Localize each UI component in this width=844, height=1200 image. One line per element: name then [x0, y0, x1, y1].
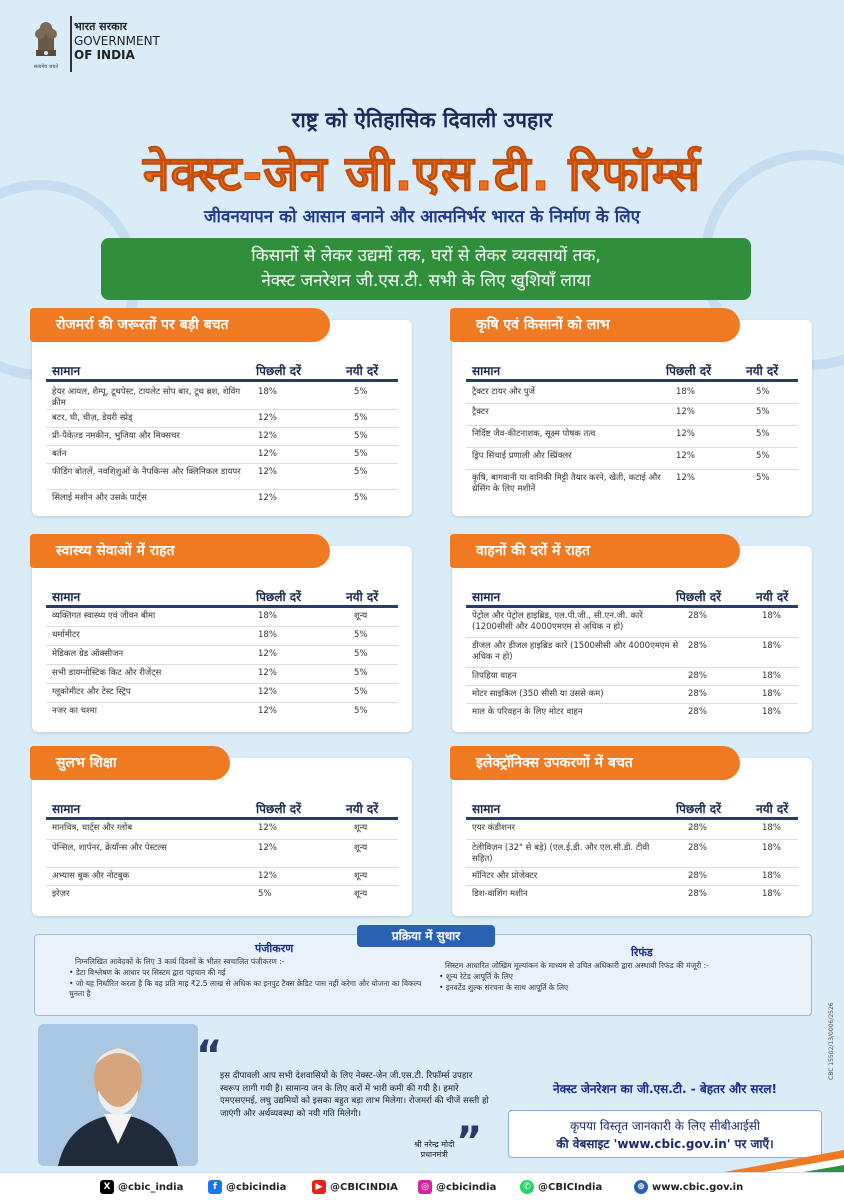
row-prev: 12% — [676, 473, 695, 483]
refund-bullet-2: इनवर्टेड शुल्क संरचना के साथ आपूर्ति के लिए — [445, 983, 569, 992]
col-item: सामान — [52, 802, 81, 816]
table-row — [46, 646, 398, 665]
registration-intro: निम्नलिखित आवेदकों के लिए 3 कार्य दिवसों के भीतर स्वचालित पंजीकरण :- — [75, 957, 285, 966]
row-prev: 28% — [688, 707, 707, 717]
quote-name: श्री नरेन्द्र मोदी — [414, 1140, 455, 1149]
row-prev: 12% — [258, 706, 277, 716]
title-top: राष्ट्र को ऐतिहासिक दिवाली उपहार — [291, 108, 553, 132]
row-prev: 28% — [688, 843, 707, 853]
row-prev: 18% — [258, 387, 277, 397]
banner-line2: नेक्स्ट जनरेशन जी.एस.टी. सभी के लिए खुशियाँ लाया — [261, 271, 591, 291]
table-row — [466, 886, 798, 904]
table-row — [46, 410, 398, 428]
table-row — [466, 686, 798, 704]
open-quote-icon: “ — [196, 1033, 223, 1079]
col-prev: पिछली दरें — [676, 590, 722, 604]
row-item: थर्मामीटर — [52, 630, 80, 640]
table-row — [466, 868, 798, 886]
row-item: व्यक्तिगत स्वास्थ्य एवं जीवन बीमा — [52, 611, 156, 621]
card-education — [32, 755, 412, 916]
row-new: शून्य — [354, 871, 368, 881]
gov-header — [24, 14, 224, 76]
row-item: एयर कंडीशनर — [472, 823, 516, 833]
quote-role: प्रधानमंत्री — [420, 1150, 448, 1159]
table-row — [46, 384, 398, 410]
whatsapp-icon: ✆ — [520, 1180, 534, 1194]
registration-bullet: • डेटा विश्लेषण के आधार पर सिस्टम द्वारा पहचान की गई — [69, 968, 226, 977]
row-prev: 12% — [258, 649, 277, 659]
gov-en1: GOVERNMENT — [74, 34, 160, 48]
whatsapp-link[interactable] — [520, 1180, 602, 1194]
cta-line1: कृपया विस्तृत जानकारी के लिए सीबीआईसी — [570, 1119, 760, 1133]
card-title: स्वास्थ्य सेवाओं में राहत — [30, 534, 330, 568]
table-row — [46, 868, 398, 886]
table-header — [46, 584, 398, 608]
youtube-icon: ▶ — [312, 1180, 326, 1194]
row-item: ग्लूकोमीटर और टेस्ट स्ट्रिप — [52, 687, 131, 697]
row-item: सभी डायग्नोस्टिक किट और रीजेंट्स — [52, 668, 162, 678]
process-reforms-box — [34, 929, 812, 1016]
row-prev: 28% — [688, 871, 707, 881]
row-new: 5% — [756, 451, 770, 461]
portrait-icon — [38, 1024, 198, 1166]
pm-quote — [178, 1030, 498, 1165]
row-prev: 12% — [258, 431, 277, 441]
row-item: मोटर साइकिल (350 सीसी या उससे कम) — [472, 689, 604, 699]
table-row — [466, 820, 798, 840]
green-banner — [101, 238, 751, 300]
website-link[interactable] — [634, 1180, 743, 1194]
card-vehicles — [452, 543, 812, 732]
card-daily-needs — [32, 317, 412, 516]
row-new: 5% — [354, 687, 368, 697]
refund-bullet: • इनवर्टेड शुल्क संरचना के साथ आपूर्ति के लिए — [439, 983, 569, 992]
row-item: हेयर आयल, शैम्पू, टूथपेस्ट, टायलेट सोप बार, टूथ ब्रश, शेविंग क्रीम — [52, 387, 241, 408]
card-title: वाहनों की दरों में राहत — [450, 534, 740, 568]
row-new: 18% — [762, 689, 781, 699]
row-new: 5% — [354, 630, 368, 640]
row-prev: 12% — [258, 823, 277, 833]
col-prev: पिछली दरें — [256, 802, 302, 816]
col-item: सामान — [472, 802, 501, 816]
row-item: ड्रिप सिंचाई प्रणाली और स्प्रिंक्लर — [472, 451, 572, 461]
close-quote-icon: ” — [456, 1119, 483, 1165]
table-row — [466, 608, 798, 638]
title-sub: जीवनयापन को आसान बनाने और आत्मनिर्भर भारत के निर्माण के लिए — [203, 207, 641, 227]
row-prev: 28% — [688, 889, 707, 899]
col-prev: पिछली दरें — [666, 364, 712, 378]
table-row — [46, 886, 398, 904]
row-new: 18% — [762, 671, 781, 681]
gov-name — [74, 20, 160, 62]
row-prev: 18% — [258, 630, 277, 640]
table-row — [46, 446, 398, 464]
row-item: प्री-पैकेज्ड नमकीन, भुजिया और मिक्सचर — [52, 431, 180, 441]
row-new: 5% — [354, 467, 368, 477]
refund-title: रिफंड — [631, 946, 653, 959]
row-item: कृषि, बागवानी या वानिकी मिट्टी तैयार करने, खेती, कटाई और थ्रेसिंग के लिए मशीनें — [472, 473, 661, 494]
banner-line1: किसानों से लेकर उद्यमों तक, घरों से लेकर व्यवसायों तक, — [251, 246, 601, 266]
row-prev: 12% — [258, 449, 277, 459]
table-header — [466, 358, 798, 382]
card-electronics — [452, 755, 812, 916]
table-row — [46, 627, 398, 646]
row-new: 5% — [354, 387, 368, 397]
row-new: 5% — [756, 387, 770, 397]
side-code: CBC 15502/13/0006/2526 — [828, 1002, 835, 1080]
row-item: पेन्सिल, शार्पनर, क्रेयॉन्स और पेस्टल्स — [52, 843, 167, 853]
row-new: 5% — [354, 649, 368, 659]
table-header — [466, 796, 798, 820]
tagline: नेक्स्ट जेनरेशन का जी.एस.टी. - बेहतर और सरल! — [552, 1082, 778, 1096]
row-item: अभ्यास बुक और नोटबुक — [52, 871, 130, 881]
col-new: नयी दरें — [756, 802, 789, 816]
row-item: नजर का चश्मा — [52, 706, 97, 716]
facebook-icon: f — [208, 1180, 222, 1194]
row-prev: 12% — [258, 687, 277, 697]
row-prev: 18% — [676, 387, 695, 397]
row-item: सिलाई मशीन और उसके पार्ट्स — [52, 493, 147, 503]
x-handle: @cbic_india — [118, 1181, 184, 1193]
social-footer — [0, 1172, 844, 1200]
refund-intro: सिस्टम आधारित जोखिम मूल्यांकन के माध्यम से उचित अधिकारी द्वारा अस्थायी रिफंड की मंजूरी :- — [445, 961, 709, 970]
col-prev: पिछली दरें — [256, 364, 302, 378]
col-new: नयी दरें — [746, 364, 779, 378]
instagram-link[interactable] — [418, 1180, 496, 1194]
row-prev: 12% — [258, 413, 277, 423]
row-new: 5% — [354, 668, 368, 678]
row-item: मॉनिटर और प्रोजेक्टर — [472, 871, 538, 881]
table-row — [466, 404, 798, 426]
emblem-motto: सत्यमेव जयते — [33, 64, 59, 70]
row-item: माल के परिवहन के लिए मोटर वाहन — [472, 707, 583, 717]
row-prev: 18% — [258, 611, 277, 621]
table-row — [46, 490, 398, 508]
row-item: बटर, घी, चीज़, डेयरी स्प्रेड् — [52, 413, 133, 423]
table-row — [466, 840, 798, 868]
x-link[interactable] — [100, 1180, 183, 1194]
table-row — [46, 608, 398, 627]
row-prev: 12% — [676, 429, 695, 439]
row-item: तिपहिया वाहन — [472, 671, 517, 681]
row-item: फीडिंग बोतलें, नवशिशुओं के नैपकिन्स और क्लिनिकल डायपर — [52, 467, 241, 477]
row-prev: 28% — [688, 671, 707, 681]
row-item: टेलीविज़न (32" से बड़े) (एल.ई.डी. और एल.सी.डी. टीवी सहित) — [472, 843, 650, 864]
table-row — [466, 638, 798, 668]
table-row — [46, 684, 398, 703]
col-item: सामान — [52, 364, 81, 378]
refund-bullet-1: शून्य रेटेड आपूर्ति के लिए — [445, 972, 513, 981]
row-prev: 12% — [676, 407, 695, 417]
row-new: 18% — [762, 871, 781, 881]
quote-signature — [414, 1140, 454, 1160]
row-new: 18% — [762, 889, 781, 899]
facebook-link[interactable] — [208, 1180, 286, 1194]
cta-line2[interactable]: की वेबसाइट 'www.cbic.gov.in' पर जाएँ। — [556, 1137, 774, 1151]
row-new: 5% — [354, 449, 368, 459]
registration-bullet: • जो यह निर्धारित करता है कि वह प्रति माह ₹2.5 लाख से अधिक का इनपुट टैक्स क्रेडिट पास नहीं करेगा और योजना का विकल्प चुनता है — [69, 979, 422, 998]
col-prev: पिछली दरें — [676, 802, 722, 816]
row-new: 5% — [756, 473, 770, 483]
youtube-link[interactable] — [312, 1180, 398, 1194]
table-row — [46, 428, 398, 446]
card-title: रोजमर्रा की जरूरतों पर बड़ी बचत — [30, 308, 330, 342]
col-new: नयी दरें — [346, 364, 379, 378]
pm-photo — [38, 1024, 198, 1166]
row-item: डिश-वाशिंग मशीन — [472, 889, 528, 899]
registration-bullet-1: डेटा विश्लेषण के आधार पर सिस्टम द्वारा पहचान की गई — [75, 968, 226, 977]
col-item: सामान — [472, 590, 501, 604]
table-row — [466, 384, 798, 404]
row-new: शून्य — [354, 611, 368, 621]
row-new: 5% — [354, 413, 368, 423]
card-title: कृषि एवं किसानों को लाभ — [450, 308, 740, 342]
title-main: नेक्स्ट-जेन जी.एस.टी. रिफॉर्म्स — [143, 146, 701, 202]
table-row — [46, 820, 398, 840]
row-item: इरेज़र — [52, 889, 70, 899]
row-new: शून्य — [354, 823, 368, 833]
row-item: निर्दिष्ट जैव-कीटनाशक, सूक्ष्म पोषक तत्व — [472, 429, 596, 439]
row-new: 18% — [762, 611, 781, 621]
website-url: www.cbic.gov.in — [652, 1181, 744, 1193]
row-item: ट्रैक्टर टायर और पुर्जे — [472, 387, 535, 397]
row-prev: 12% — [258, 467, 277, 477]
gov-hindi: भारत सरकार — [74, 20, 127, 33]
card-agriculture — [452, 317, 812, 516]
table-header — [46, 358, 398, 382]
row-item: मानचित्र, चार्ट्स और ग्लोब — [52, 823, 133, 833]
row-new: 18% — [762, 823, 781, 833]
col-new: नयी दरें — [756, 590, 789, 604]
row-prev: 12% — [676, 451, 695, 461]
row-prev: 12% — [258, 668, 277, 678]
facebook-handle: @cbicindia — [226, 1181, 287, 1193]
row-item: मेडिकल ग्रेड ऑक्सीजन — [52, 649, 124, 659]
row-new: 5% — [354, 706, 368, 716]
col-item: सामान — [472, 364, 501, 378]
row-prev: 28% — [688, 611, 707, 621]
col-prev: पिछली दरें — [256, 590, 302, 604]
table-row — [46, 703, 398, 722]
whatsapp-handle: @CBICIndia — [538, 1181, 603, 1193]
row-prev: 5% — [258, 889, 272, 899]
col-item: सामान — [52, 590, 81, 604]
registration-title: पंजीकरण — [255, 942, 294, 955]
table-row — [466, 668, 798, 686]
row-new: 18% — [762, 641, 781, 651]
x-icon: X — [100, 1180, 114, 1194]
instagram-icon: ◎ — [418, 1180, 432, 1194]
header-divider — [70, 16, 72, 72]
globe-icon: ⊕ — [634, 1180, 648, 1194]
refund-bullet: • शून्य रेटेड आपूर्ति के लिए — [439, 972, 513, 981]
quote-text: इस दीपावली आप सभी देशवासियों के लिए नेक्स्ट-जेन जी.एस.टी. रिफॉर्म्स उपहार स्वरूप लागी गयी है। सामान्य जन के लिए करों में भारी कमी की गयी है। हमारे एमएसएमई, लघु उद्यमियों को इसका बहुत बड़ा लाभ मिलेगा। रोजमर्रा की चीजें सस्ती हो जाएंगी और अर्थव्यवस्था को नयी गति मिलेगी। — [220, 1071, 489, 1119]
table-row — [46, 464, 398, 490]
registration-bullet-2: जो यह निर्धारित करता है कि वह प्रति माह ₹2.5 लाख से अधिक का इनपुट टैक्स क्रेडिट पास नहीं करेगा और योजना का विकल्प चुनता है — [69, 979, 422, 998]
row-new: 5% — [756, 429, 770, 439]
row-new: शून्य — [354, 889, 368, 899]
youtube-handle: @CBICINDIA — [330, 1181, 398, 1193]
table-row — [466, 448, 798, 470]
row-prev: 28% — [688, 823, 707, 833]
table-row — [466, 704, 798, 722]
table-row — [466, 426, 798, 448]
process-title: प्रक्रिया में सुधार — [357, 925, 495, 947]
row-new: 18% — [762, 843, 781, 853]
col-new: नयी दरें — [346, 590, 379, 604]
row-prev: 12% — [258, 871, 277, 881]
table-header — [466, 584, 798, 608]
table-row — [46, 840, 398, 868]
row-prev: 12% — [258, 843, 277, 853]
card-title: इलेक्ट्रॉनिक्स उपकरणों में बचत — [450, 746, 740, 780]
card-health — [32, 543, 412, 732]
row-new: 18% — [762, 707, 781, 717]
tricolor-corner-decoration — [724, 1150, 844, 1172]
gov-en2: OF INDIA — [74, 48, 135, 62]
row-new: 5% — [354, 493, 368, 503]
row-item: बर्तन — [52, 449, 67, 459]
instagram-handle: @cbicindia — [436, 1181, 497, 1193]
table-row — [46, 665, 398, 684]
table-header — [46, 796, 398, 820]
row-new: 5% — [354, 431, 368, 441]
row-item: पेट्रोल और पेट्रोल हाइब्रिड, एल.पी.जी., सी.एन.जी. कारें (1200सीसी और 4000एमएम से अधिक न हो) — [472, 611, 643, 632]
row-new: 5% — [756, 407, 770, 417]
row-new: शून्य — [354, 843, 368, 853]
row-item: डीजल और डीजल हाइब्रिड कारें (1500सीसी और 4000एमएम से अधिक न हो) — [472, 641, 679, 662]
table-row — [466, 470, 798, 504]
row-prev: 12% — [258, 493, 277, 503]
row-prev: 28% — [688, 641, 707, 651]
card-title: सुलभ शिक्षा — [30, 746, 230, 780]
row-prev: 28% — [688, 689, 707, 699]
row-item: ट्रैक्टर — [472, 407, 489, 417]
col-new: नयी दरें — [346, 802, 379, 816]
